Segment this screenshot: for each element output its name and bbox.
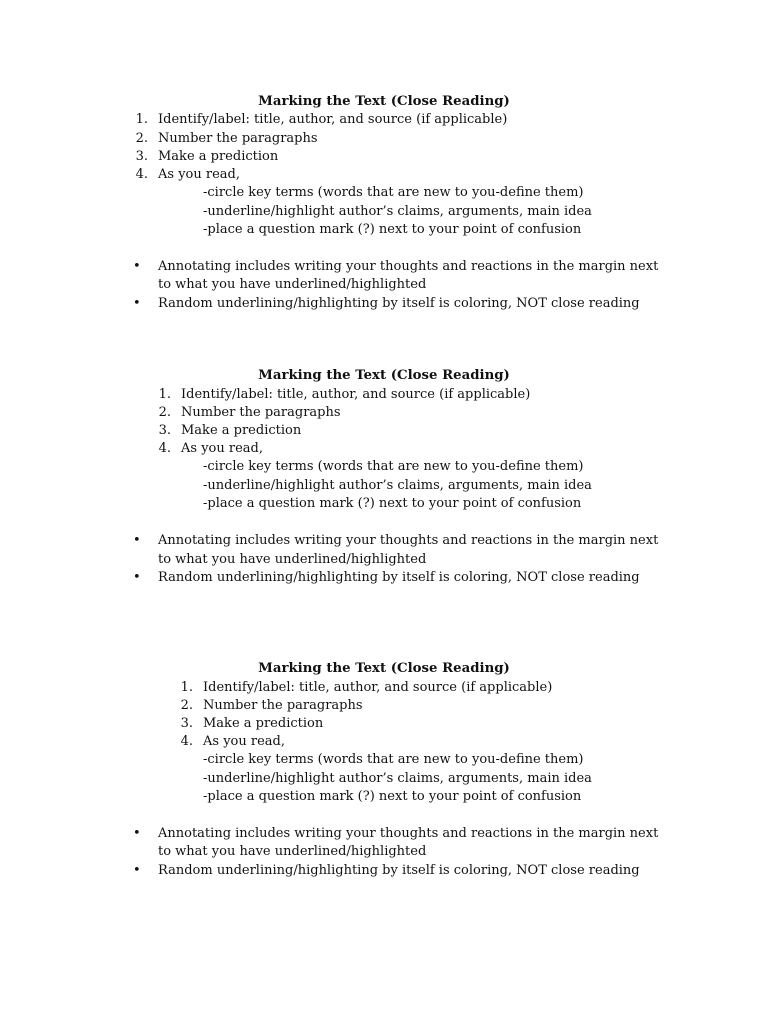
- substep-text: -underline/highlight author’s claims, arguments, main idea: [203, 204, 592, 219]
- step-number: 2.: [158, 405, 171, 420]
- section-title: Marking the Text (Close Reading): [258, 94, 510, 109]
- substep-text: -place a question mark (?) next to your point of confusion: [203, 496, 582, 511]
- step-number: 4.: [158, 441, 171, 456]
- step-text: As you read,: [158, 167, 240, 182]
- step-number: 4.: [135, 167, 148, 182]
- step-text: As you read,: [181, 441, 263, 456]
- substep-text: -circle key terms (words that are new to you-define them): [203, 185, 584, 200]
- step-text: Number the paragraphs: [158, 131, 318, 146]
- bullet-icon: •: [133, 296, 141, 311]
- bullet-icon: •: [133, 570, 141, 585]
- step-text: Number the paragraphs: [203, 698, 363, 713]
- step-text: Make a prediction: [158, 149, 279, 164]
- step-number: 1.: [180, 680, 193, 695]
- step-text: Identify/label: title, author, and source (if applicable): [181, 387, 531, 402]
- step-number: 4.: [180, 734, 193, 749]
- step-number: 3.: [158, 423, 171, 438]
- bullet-icon: •: [133, 826, 141, 841]
- substep-text: -circle key terms (words that are new to you-define them): [203, 752, 584, 767]
- bullet-text: Random underlining/highlighting by itself is coloring, NOT close reading: [158, 570, 640, 585]
- bullet-icon: •: [133, 259, 141, 274]
- bullet-text: to what you have underlined/highlighted: [158, 844, 427, 859]
- bullet-text: Annotating includes writing your thoughts and reactions in the margin next: [158, 533, 659, 548]
- step-text: As you read,: [203, 734, 285, 749]
- step-text: Identify/label: title, author, and source (if applicable): [203, 680, 553, 695]
- bullet-text: Annotating includes writing your thoughts and reactions in the margin next: [158, 259, 659, 274]
- step-number: 3.: [180, 716, 193, 731]
- step-text: Identify/label: title, author, and source (if applicable): [158, 112, 508, 127]
- step-number: 1.: [135, 112, 148, 127]
- section-title: Marking the Text (Close Reading): [258, 661, 510, 676]
- step-number: 2.: [180, 698, 193, 713]
- step-number: 3.: [135, 149, 148, 164]
- step-number: 2.: [135, 131, 148, 146]
- substep-text: -underline/highlight author’s claims, arguments, main idea: [203, 771, 592, 786]
- step-text: Make a prediction: [181, 423, 302, 438]
- step-text: Make a prediction: [203, 716, 324, 731]
- substep-text: -place a question mark (?) next to your point of confusion: [203, 789, 582, 804]
- substep-text: -underline/highlight author’s claims, arguments, main idea: [203, 478, 592, 493]
- bullet-icon: •: [133, 533, 141, 548]
- section-title: Marking the Text (Close Reading): [258, 368, 510, 383]
- bullet-icon: •: [133, 863, 141, 878]
- bullet-text: to what you have underlined/highlighted: [158, 277, 427, 292]
- bullet-text: to what you have underlined/highlighted: [158, 552, 427, 567]
- step-text: Number the paragraphs: [181, 405, 341, 420]
- bullet-text: Random underlining/highlighting by itself is coloring, NOT close reading: [158, 863, 640, 878]
- bullet-text: Annotating includes writing your thoughts and reactions in the margin next: [158, 826, 659, 841]
- substep-text: -circle key terms (words that are new to you-define them): [203, 459, 584, 474]
- bullet-text: Random underlining/highlighting by itself is coloring, NOT close reading: [158, 296, 640, 311]
- step-number: 1.: [158, 387, 171, 402]
- substep-text: -place a question mark (?) next to your point of confusion: [203, 222, 582, 237]
